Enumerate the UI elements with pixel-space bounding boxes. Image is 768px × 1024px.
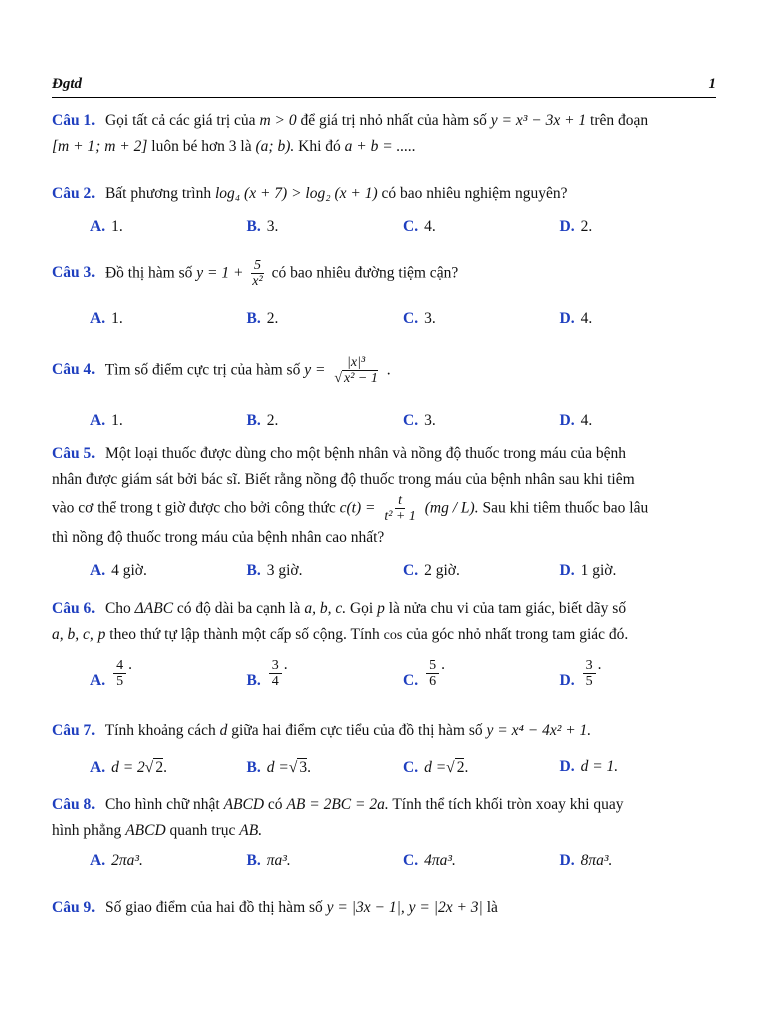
question-text: Tính thể tích khối tròn xoay khi quay: [392, 796, 624, 813]
options-q3: [90, 310, 716, 328]
question-text: nhân được giám sát bởi bác sĩ. Biết rằng nồng độ thuốc trong máu của bệnh nhân sau khi tiêm: [52, 471, 635, 488]
question-text: quanh trục: [169, 822, 236, 839]
math-expression: c(t) =: [339, 499, 376, 517]
math-expression: y = x³ − 3x + 1: [490, 112, 587, 129]
question-text: của góc nhỏ nhất trong tam giác đó.: [406, 626, 629, 643]
question-text: Gọi tất cả các giá trị của: [104, 112, 256, 129]
question-text: Tìm số điểm cực trị của hàm số: [104, 361, 301, 379]
question-text: để giá trị nhỏ nhất của hàm số: [300, 112, 487, 129]
options-q7: [90, 758, 716, 777]
question-text: có độ dài ba cạnh là: [176, 600, 301, 617]
option-c[interactable]: C. d = √ 2 .: [403, 759, 469, 776]
option-c[interactable]: C. 2 giờ.: [403, 562, 460, 579]
question-label: Câu 6.: [52, 600, 96, 617]
question-label: Câu 2.: [52, 185, 96, 202]
option-a[interactable]: A. 1.: [90, 412, 123, 429]
math-expression: ΔABC: [134, 600, 174, 617]
math-expression: y = 1 +: [196, 264, 244, 282]
math-expression: y = x⁴ − 4x² + 1.: [486, 722, 592, 739]
math-expression: (mg / L).: [424, 499, 479, 517]
math-expression: [m + 1; m + 2]: [52, 138, 148, 155]
question-2: [52, 181, 716, 207]
question-text: Số giao điểm của hai đồ thị hàm số: [104, 899, 323, 916]
question-text: theo thứ tự lập thành một cấp số cộng. Tính: [109, 626, 380, 643]
option-d[interactable]: D. $\frac{3}{5}$ .: [559, 656, 602, 690]
option-c[interactable]: C. 4πa³.: [403, 852, 456, 869]
math-expression: ABCD: [223, 796, 265, 813]
question-text: là nửa chu vi của tam giác, biết dãy số: [388, 600, 627, 617]
question-text: Khi đó: [298, 138, 341, 155]
math-expression: m > 0: [259, 112, 297, 129]
question-label: Câu 1.: [52, 112, 96, 129]
question-text: có: [267, 796, 283, 813]
option-b[interactable]: B. 2.: [246, 412, 279, 429]
math-expression: a, b, c.: [304, 600, 347, 617]
option-b[interactable]: B. 3 giờ.: [246, 562, 303, 579]
question-text: Sau khi tiêm thuốc bao lâu: [482, 499, 649, 517]
options-q8: [90, 852, 716, 870]
option-d[interactable]: D. 4.: [559, 310, 593, 327]
math-expression: log₄ (x + 7) > log₂ (x + 1): [214, 185, 378, 202]
option-b[interactable]: B. $\frac{3}{4}$ .: [246, 656, 288, 690]
math-expression: a + b = .....: [344, 138, 416, 155]
option-a[interactable]: A. 1.: [90, 218, 123, 235]
question-text: Gọi: [349, 600, 374, 617]
option-a[interactable]: A. 2πa³.: [90, 852, 143, 869]
option-b[interactable]: B. 2.: [246, 310, 279, 327]
option-a[interactable]: A. d = 2 √ 2 .: [90, 759, 167, 776]
math-expression: a, b, c, p: [52, 626, 106, 643]
question-text: là: [486, 899, 498, 916]
math-expression: y = |3x − 1|, y = |2x + 3|: [326, 899, 483, 916]
math-expression: p: [377, 600, 385, 617]
math-expression: AB.: [239, 822, 263, 839]
option-d[interactable]: D. d = 1.: [559, 758, 619, 775]
option-b[interactable]: B. 3.: [246, 218, 279, 235]
option-d[interactable]: D. 2.: [559, 218, 593, 235]
question-3: [52, 258, 716, 290]
option-c[interactable]: C. $\frac{5}{6}$ .: [403, 656, 445, 690]
question-label: Câu 3.: [52, 264, 96, 282]
question-text: có bao nhiêu nghiệm nguyên?: [381, 185, 568, 202]
question-7: [52, 718, 716, 744]
math-expression: y =: [304, 361, 326, 379]
header-left: Đgtd: [52, 76, 82, 92]
question-text: luôn bé hơn 3 là: [151, 138, 252, 155]
math-expression: AB = 2BC = 2a.: [286, 796, 389, 813]
question-text: vào cơ thể trong t giờ được cho bởi công thức: [52, 499, 336, 517]
question-5: [52, 441, 716, 551]
question-1: [52, 108, 716, 160]
question-8: [52, 792, 716, 844]
fraction: $\frac{5}{\text{x²}}$: [252, 258, 263, 290]
question-text: Một loại thuốc được dùng cho một bệnh nhân và nồng độ thuốc trong máu của bệnh: [104, 445, 627, 462]
math-expression: ABCD: [125, 822, 166, 839]
math-expression: d: [219, 722, 228, 739]
question-text: Cho hình chữ nhật: [104, 796, 220, 813]
page-number: 1: [708, 76, 716, 92]
option-b[interactable]: B. πa³.: [246, 852, 291, 869]
header-rule: [52, 97, 716, 98]
question-text: có bao nhiêu đường tiệm cận?: [271, 264, 459, 282]
option-c[interactable]: C. 3.: [403, 412, 436, 429]
question-text: trên đoạn: [590, 112, 649, 129]
math-expression: (a; b).: [255, 138, 295, 155]
option-b[interactable]: B. d = √ 3 .: [246, 759, 311, 776]
options-q6: [90, 656, 716, 690]
options-q2: [90, 218, 716, 236]
question-4: Câu 4. Tìm số điểm cực trị của hàm số y = $\frac{\text{|x|³}}{\text{√ x² − 1}}$ .: [52, 355, 391, 387]
option-c[interactable]: C. 3.: [403, 310, 436, 327]
math-expression: cos: [383, 628, 403, 643]
fraction: $\frac{\text{|x|³}}{\text{√ x² − 1}}$: [334, 355, 378, 387]
question-text: Cho: [104, 600, 131, 617]
question-text: Đồ thị hàm số: [104, 264, 193, 282]
question-label: Câu 5.: [52, 445, 96, 462]
option-c[interactable]: C. 4.: [403, 218, 436, 235]
option-a[interactable]: A. 4 giờ.: [90, 562, 147, 579]
question-9: [52, 895, 716, 921]
question-text: Bất phương trình: [104, 185, 212, 202]
option-d[interactable]: D. 4.: [559, 412, 593, 429]
question-text: hình phẳng: [52, 822, 122, 839]
question-label: Câu 4.: [52, 361, 96, 379]
question-text: giữa hai điểm cực tiểu của đồ thị hàm số: [231, 722, 483, 739]
option-a[interactable]: A. 1.: [90, 310, 123, 327]
question-label: Câu 9.: [52, 899, 96, 916]
option-d[interactable]: D. 1 giờ.: [559, 562, 617, 579]
question-label: Câu 7.: [52, 722, 96, 739]
question-6: [52, 596, 716, 649]
option-d[interactable]: D. 8πa³.: [559, 852, 613, 869]
question-text: thì nồng độ thuốc trong máu của bệnh nhân cao nhất?: [52, 528, 385, 546]
option-a[interactable]: A. $\frac{4}{5}$ .: [90, 656, 132, 690]
question-label: Câu 8.: [52, 796, 96, 813]
options-q4: [90, 412, 716, 430]
question-text: Tính khoảng cách: [104, 722, 216, 739]
options-q5: [90, 562, 716, 580]
fraction: $\frac{t}{\text{t² + 1}}$: [384, 493, 416, 525]
